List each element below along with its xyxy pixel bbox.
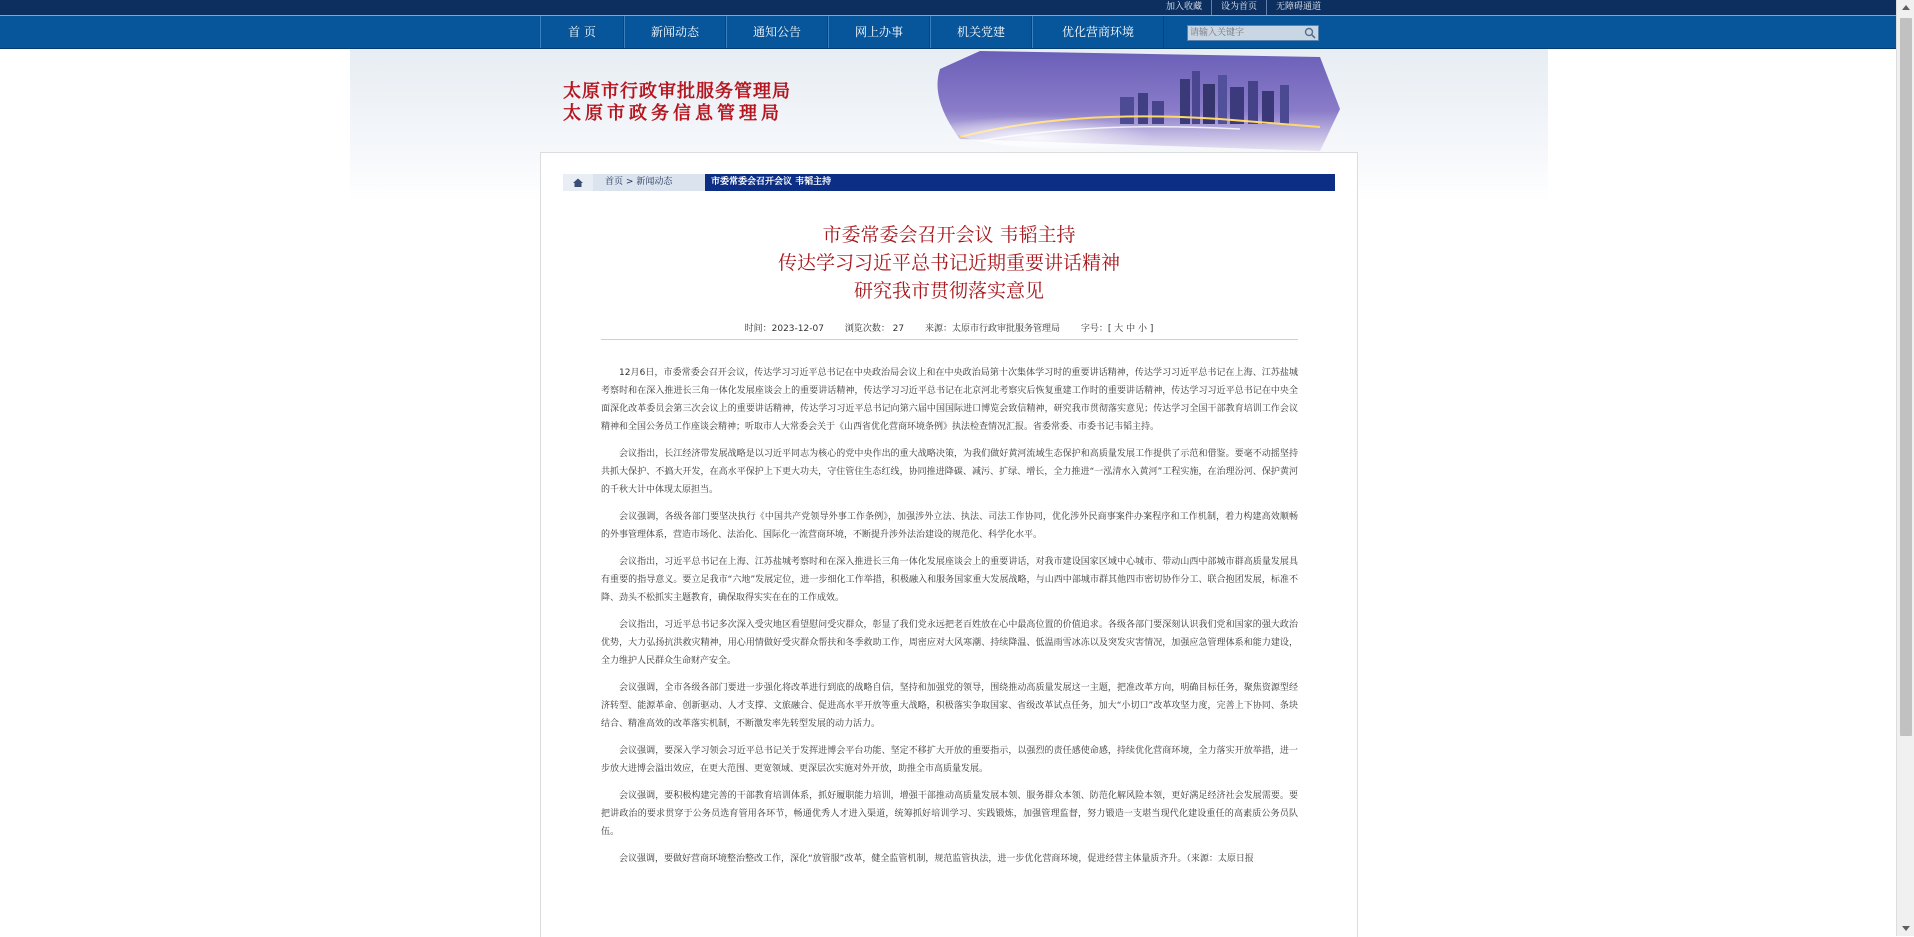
site-logo-text: [563, 81, 791, 125]
search-icon[interactable]: [1304, 27, 1316, 39]
org-name-line1: 太原市行政审批服务管理局: [563, 81, 791, 102]
set-homepage-link[interactable]: 设为首页: [1211, 0, 1266, 15]
article-paragraph: 会议指出，习近平总书记多次深入受灾地区看望慰问受灾群众，彰显了我们党永远把老百姓放在心中最高位置的价值追求。各级各部门要深刻认识我们党和国家的强大政治优势，大力弘扬抗洪救灾精神，用心用情做好受灾群众帮扶和冬季救助工作，周密应对大风寒潮、持续降温、低温雨雪冰冻以及突发灾害情况，加强应急管理体系和能力建设，全力维护人民群众生命财产安全。: [601, 620, 1298, 666]
search-box: [1187, 25, 1319, 41]
article-title: [541, 221, 1357, 305]
article-paragraph: 会议指出，长江经济带发展战略是以习近平同志为核心的党中央作出的重大战略决策，为我们做好黄河流域生态保护和高质量发展工作提供了示范和借鉴。要毫不动摇坚持共抓大保护、不搞大开发，在高水平保护上下更大功夫，守住管住生态红线，协同推进降碳、减污、扩绿、增长，全力推进“一泓清水入黄河”工程实施，在治理汾河、保护黄河的千秋大计中体现太原担当。: [601, 449, 1298, 495]
article-source: 来源：太原市行政审批服务管理局: [925, 324, 1061, 334]
nav-item-business-environment[interactable]: 优化营商环境: [1032, 16, 1164, 48]
breadcrumb-link-news[interactable]: 新闻动态: [636, 177, 673, 187]
city-skyline-image: [920, 49, 1340, 151]
main-nav: [0, 16, 1896, 49]
search-input[interactable]: [1188, 26, 1300, 40]
home-icon: [563, 174, 593, 191]
article-paragraph: 12月6日，市委常委会召开会议，传达学习习近平总书记在中央政治局会议上和在中央政治局第十次集体学习时的重要讲话精神，传达学习习近平总书记在上海、江苏盐城考察时和在深入推进长三角一体化发展座谈会上的重要讲话精神，传达学习习近平总书记在北京河北考察灾后恢复重建工作时的重要讲话精神，传达学习习近平总书记在中央全面深化改革委员会第三次会议上的重要讲话精神，传达学习习近平总书记向第六届中国国际进口博览会致信精神，研究我市贯彻落实意见；传达学习全国干部教育培训工作会议精神和全国公务员工作座谈会精神；听取市人大常委会关于《山西省优化营商环境条例》执法检查情况汇报。省委常委、市委书记韦韬主持。: [601, 368, 1298, 432]
nav-item-home[interactable]: 首 页: [540, 16, 624, 48]
article-title-line: 市委常委会召开会议 韦韬主持: [822, 224, 1076, 246]
nav-item-party-building[interactable]: 机关党建: [930, 16, 1032, 48]
article-paragraph: 会议指出，习近平总书记在上海、江苏盐城考察时和在深入推进长三角一体化发展座谈会上的重要讲话，对我市建设国家区域中心城市、带动山西中部城市群高质量发展具有重要的指导意义。要立足我市“六地”发展定位，进一步细化工作举措，积极融入和服务国家重大发展战略，与山西中部城市群其他四市密切协作分工、联合抱团发展，标准不降、劲头不松抓实主题教育，确保取得实实在在的工作成效。: [601, 557, 1298, 603]
article-body: [601, 364, 1298, 877]
nav-item-news[interactable]: 新闻动态: [624, 16, 726, 48]
meta-divider: [601, 339, 1298, 340]
org-name-line2: 太原市政务信息管理局: [563, 103, 783, 124]
scrollbar-thumb[interactable]: [1900, 18, 1912, 736]
article-paragraph: 会议强调，要深入学习领会习近平总书记关于发挥进博会平台功能、坚定不移扩大开放的重要指示，以强烈的责任感使命感，持续优化营商环境，全力落实开放举措，进一步放大进博会溢出效应，在更大范围、更宽领域、更深层次实施对外开放，助推全市高质量发展。: [601, 746, 1298, 774]
breadcrumb-separator: >: [625, 177, 634, 187]
top-utility-bar: [0, 0, 1896, 16]
article-container: [540, 152, 1358, 937]
scroll-down-arrow-icon[interactable]: [1902, 926, 1910, 931]
breadcrumb-link-home[interactable]: 首页: [605, 177, 624, 187]
article-paragraph: 会议强调，各级各部门要坚决执行《中国共产党领导外事工作条例》，加强涉外立法、执法、司法工作协同，优化涉外民商事案件办案程序和工作机制，着力构建高效顺畅的外事管理体系，营造市场化、法治化、国际化一流营商环境，不断提升涉外法治建设的规范化、科学化水平。: [601, 512, 1298, 540]
publish-time: 时间：2023-12-07: [744, 324, 824, 334]
scroll-up-arrow-icon[interactable]: [1902, 5, 1910, 10]
font-size-control[interactable]: 字号：[ 大 中 小 ]: [1080, 324, 1154, 334]
article-paragraph: 会议强调，全市各级各部门要进一步强化将改革进行到底的战略自信，坚持和加强党的领导，围绕推动高质量发展这一主题，把准改革方向，明确目标任务，聚焦资源型经济转型、能源革命、创新驱动、人才支撑、文旅融合、促进高水平开放等重大战略，积极落实争取国家、省级改革试点任务，加大“小切口”改革攻坚力度，完善上下协同、条块结合、精准高效的改革落实机制，不断激发率先转型发展的动力活力。: [601, 683, 1298, 729]
article-title-line: 传达学习习近平总书记近期重要讲话精神: [777, 252, 1120, 274]
view-count: 浏览次数： 27: [844, 324, 905, 334]
breadcrumb-current: 市委常委会召开会议 韦韬主持: [711, 177, 832, 187]
utility-links: [1157, 0, 1330, 15]
breadcrumb: [563, 174, 1335, 191]
article-title-line: 研究我市贯彻落实意见: [853, 280, 1044, 302]
article-paragraph: 会议强调，要积极构建完善的干部教育培训体系，抓好履职能力培训，增强干部推动高质量发展本领、服务群众本领、防范化解风险本领，更好满足经济社会发展需要。要把讲政治的要求贯穿于公务员选育管用各环节，畅通优秀人才进入渠道，统筹抓好培训学习、实践锻炼，加强管理监督，努力锻造一支堪当现代化建设重任的高素质公务员队伍。: [601, 791, 1298, 837]
nav-item-notices[interactable]: 通知公告: [726, 16, 828, 48]
breadcrumb-home[interactable]: [563, 174, 593, 191]
nav-item-online-services[interactable]: 网上办事: [828, 16, 930, 48]
breadcrumb-trail: [593, 174, 705, 191]
article-paragraph: 会议强调，要做好营商环境整治整改工作，深化“放管服”改革，健全监管机制，规范监管执法，进一步优化营商环境，促进经营主体量质齐升。（来源：太原日报: [619, 854, 1254, 864]
vertical-scrollbar[interactable]: [1896, 0, 1914, 936]
add-favorite-link[interactable]: 加入收藏: [1165, 2, 1202, 12]
nav-items: [540, 16, 1164, 48]
accessibility-link[interactable]: 无障碍通道: [1266, 0, 1330, 15]
article-meta: [541, 321, 1357, 334]
